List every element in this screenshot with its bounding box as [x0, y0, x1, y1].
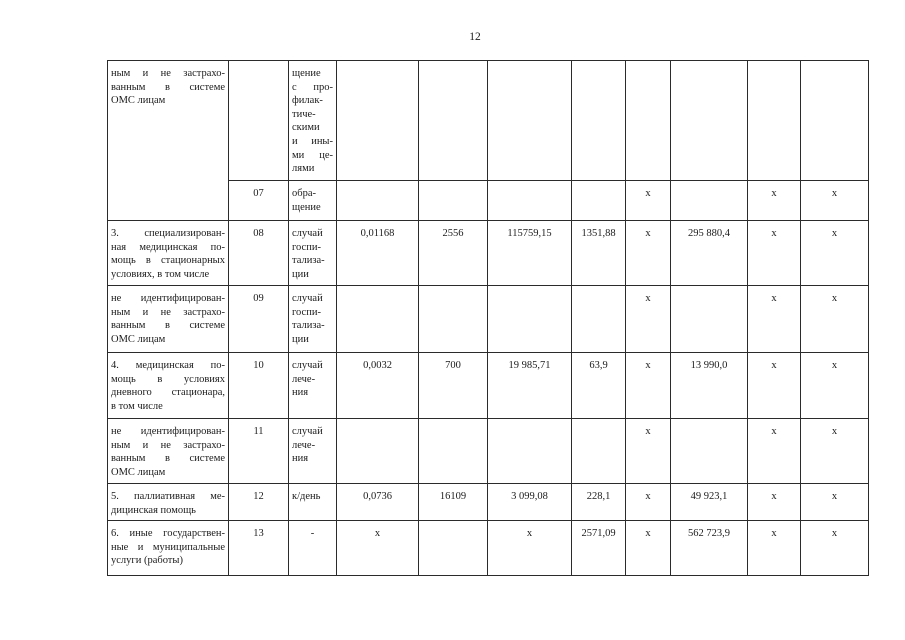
line-number-cell: [229, 353, 289, 419]
value-cell: [419, 61, 488, 181]
unit-cell: [289, 521, 337, 576]
description-cell: [108, 61, 229, 221]
value-cell: [488, 181, 572, 221]
value-cell: [748, 353, 801, 419]
cell-value: 3 099,08: [511, 491, 548, 502]
cell-text-line: щение: [292, 201, 321, 213]
cell-text-line: лече-: [292, 373, 316, 385]
cell-value: х: [645, 188, 651, 199]
cell-value: 115759,15: [507, 228, 552, 239]
value-cell: [572, 61, 626, 181]
value-cell: [488, 419, 572, 484]
cell-text-line: тализа-: [292, 320, 325, 332]
line-number-cell: [229, 286, 289, 353]
value-cell: [626, 286, 671, 353]
cell-text-line: филак-: [292, 95, 323, 107]
value-cell: [488, 353, 572, 419]
table-row: [108, 521, 869, 576]
cell-value: х: [526, 528, 533, 539]
cell-text-line: в том числе: [111, 400, 163, 412]
table-body: [108, 61, 869, 576]
cell-value: х: [645, 293, 651, 304]
cell-value: х: [645, 228, 651, 239]
cell-value: 63,9: [589, 360, 608, 371]
cell-value: х: [831, 528, 838, 539]
description-cell: [108, 419, 229, 484]
value-cell: [626, 61, 671, 181]
line-number: 11: [253, 426, 264, 437]
cell-text-line: ции: [292, 333, 309, 345]
table-row: [108, 353, 869, 419]
cell-text-line: 3. специализирован-: [111, 228, 225, 239]
description-cell: [108, 353, 229, 419]
cell-value: х: [771, 491, 777, 502]
cell-text-line: дицинская помощь: [111, 504, 196, 516]
cell-value: 562 723,9: [688, 528, 730, 539]
value-cell: [801, 61, 869, 181]
value-cell: [572, 181, 626, 221]
cell-value: х: [771, 360, 777, 371]
value-cell: [801, 521, 869, 576]
value-cell: [801, 221, 869, 286]
value-cell: [671, 419, 748, 484]
cell-value: 295 880,4: [688, 228, 730, 239]
cell-text-line: случай: [292, 228, 323, 239]
value-cell: [572, 484, 626, 521]
value-cell: [671, 221, 748, 286]
unit-cell: [289, 419, 337, 484]
data-table: [107, 60, 869, 576]
description-cell: [108, 484, 229, 521]
value-cell: [671, 61, 748, 181]
cell-text-line: ния: [292, 387, 309, 399]
value-cell: [337, 181, 419, 221]
cell-text-line: случай: [292, 360, 323, 371]
value-cell: [419, 484, 488, 521]
cell-text-line: ванным в системе: [111, 81, 225, 93]
cell-text-line: тализа-: [292, 255, 325, 267]
value-cell: [671, 353, 748, 419]
cell-text-line: ции: [292, 268, 309, 280]
cell-value: 0,01168: [360, 228, 395, 239]
cell-value: х: [771, 228, 777, 239]
cell-text-line: ОМС лицам: [111, 95, 166, 107]
value-cell: [488, 221, 572, 286]
value-cell: [488, 484, 572, 521]
value-cell: [626, 181, 671, 221]
cell-text-line: мощь в стационарных: [111, 255, 225, 267]
cell-value: 700: [445, 360, 461, 371]
value-cell: [337, 61, 419, 181]
cell-value: 1351,88: [581, 228, 616, 239]
cell-text-line: ная медицинская по-: [111, 241, 225, 253]
value-cell: [337, 419, 419, 484]
cell-value: х: [374, 528, 381, 539]
line-number-cell: [229, 221, 289, 286]
line-number-cell: [229, 61, 289, 181]
description-cell: [108, 521, 229, 576]
cell-value: 0,0032: [363, 360, 392, 371]
cell-text-line: госпи-: [292, 241, 321, 253]
cell-text-line: тиче-: [292, 108, 316, 120]
unit-cell: [289, 181, 337, 221]
cell-value: х: [645, 360, 651, 371]
cell-text-line: ным и не застрахо-: [111, 68, 225, 79]
table-row: [108, 484, 869, 521]
value-cell: [748, 221, 801, 286]
cell-text-line: ванным в системе: [111, 453, 225, 465]
cell-value: х: [831, 491, 838, 502]
cell-value: 228,1: [586, 491, 611, 502]
value-cell: [572, 221, 626, 286]
value-cell: [626, 484, 671, 521]
value-cell: [337, 353, 419, 419]
table-row: [108, 61, 869, 181]
cell-text-line: случай: [292, 293, 323, 304]
line-number-cell: [229, 484, 289, 521]
cell-value: х: [645, 426, 651, 437]
cell-text-line: госпи-: [292, 306, 321, 318]
value-cell: [419, 181, 488, 221]
cell-text-line: 6. иные государствен-: [111, 528, 225, 539]
table-row: [108, 286, 869, 353]
cell-value: х: [831, 360, 838, 371]
line-number-cell: [229, 181, 289, 221]
value-cell: [572, 353, 626, 419]
value-cell: [419, 419, 488, 484]
cell-text-line: ния: [292, 453, 309, 465]
cell-text-line: условиях, в том числе: [111, 268, 210, 280]
value-cell: [419, 286, 488, 353]
value-cell: [748, 61, 801, 181]
line-number: 08: [253, 228, 264, 239]
value-cell: [748, 286, 801, 353]
value-cell: [671, 286, 748, 353]
page-number: 12: [469, 31, 481, 43]
cell-value: х: [645, 528, 651, 539]
line-number: 12: [253, 491, 264, 502]
cell-value: х: [831, 293, 838, 304]
value-cell: [801, 353, 869, 419]
value-cell: [337, 484, 419, 521]
cell-text-line: дневного стационара,: [111, 387, 225, 399]
value-cell: [748, 181, 801, 221]
value-cell: [748, 521, 801, 576]
line-number: 07: [253, 188, 264, 199]
unit-cell: [289, 221, 337, 286]
value-cell: [419, 221, 488, 286]
cell-value: 16109: [439, 491, 467, 502]
cell-text-line: ванным в системе: [111, 320, 225, 332]
cell-value: х: [771, 293, 777, 304]
value-cell: [801, 181, 869, 221]
value-cell: [419, 521, 488, 576]
value-cell: [337, 521, 419, 576]
cell-text-line: лями: [292, 163, 315, 175]
value-cell: [572, 419, 626, 484]
value-cell: [337, 286, 419, 353]
cell-value: х: [831, 228, 838, 239]
cell-text-line: ми це-: [292, 149, 333, 161]
cell-value: 2571,09: [581, 528, 616, 539]
cell-text-line: и ины-: [292, 135, 333, 147]
value-cell: [801, 419, 869, 484]
line-number-cell: [229, 419, 289, 484]
cell-text-line: скими: [292, 122, 320, 134]
description-cell: [108, 221, 229, 286]
value-cell: [572, 521, 626, 576]
cell-text-line: лече-: [292, 439, 316, 451]
cell-text-line: -: [310, 528, 315, 539]
value-cell: [419, 353, 488, 419]
cell-text-line: ные и муниципальные: [111, 541, 225, 553]
value-cell: [671, 181, 748, 221]
cell-text-line: к/день: [292, 491, 321, 502]
cell-value: 2556: [442, 228, 464, 239]
line-number-cell: [229, 521, 289, 576]
cell-text-line: не идентифицирован-: [111, 293, 225, 304]
value-cell: [626, 419, 671, 484]
value-cell: [626, 353, 671, 419]
cell-text-line: ОМС лицам: [111, 466, 166, 478]
unit-cell: [289, 286, 337, 353]
cell-value: 19 985,71: [508, 360, 551, 371]
cell-text-line: ным и не застрахо-: [111, 439, 225, 451]
unit-cell: [289, 353, 337, 419]
value-cell: [671, 484, 748, 521]
cell-text-line: мощь в условиях: [111, 373, 225, 385]
description-cell: [108, 286, 229, 353]
unit-cell: [289, 484, 337, 521]
value-cell: [488, 521, 572, 576]
cell-value: х: [645, 491, 651, 502]
cell-text-line: щение: [292, 68, 321, 79]
cell-text-line: не идентифицирован-: [111, 426, 225, 437]
cell-value: х: [771, 528, 777, 539]
line-number: 09: [253, 293, 264, 304]
value-cell: [671, 521, 748, 576]
value-cell: [801, 286, 869, 353]
cell-text-line: обра-: [292, 188, 316, 199]
cell-value: 0,0736: [363, 491, 392, 502]
value-cell: [626, 521, 671, 576]
value-cell: [748, 419, 801, 484]
cell-text-line: 4. медицинская по-: [111, 360, 225, 371]
cell-text-line: 5. паллиативная ме-: [111, 491, 225, 502]
cell-value: х: [771, 426, 777, 437]
table-row: [108, 419, 869, 484]
cell-value: х: [831, 188, 838, 199]
cell-text-line: услуги (работы): [111, 555, 183, 567]
cell-text-line: случай: [292, 426, 323, 437]
cell-value: 13 990,0: [690, 360, 728, 371]
cell-text-line: с про-: [292, 81, 333, 93]
value-cell: [801, 484, 869, 521]
unit-cell: [289, 61, 337, 181]
cell-value: х: [771, 188, 777, 199]
value-cell: [748, 484, 801, 521]
value-cell: [626, 221, 671, 286]
value-cell: [488, 286, 572, 353]
value-cell: [572, 286, 626, 353]
line-number: 10: [253, 360, 264, 371]
line-number: 13: [253, 528, 264, 539]
cell-text-line: ОМС лицам: [111, 333, 166, 345]
cell-value: 49 923,1: [690, 491, 728, 502]
value-cell: [488, 61, 572, 181]
value-cell: [337, 221, 419, 286]
cell-value: х: [831, 426, 838, 437]
table-row: [108, 221, 869, 286]
cell-text-line: ным и не застрахо-: [111, 306, 225, 318]
